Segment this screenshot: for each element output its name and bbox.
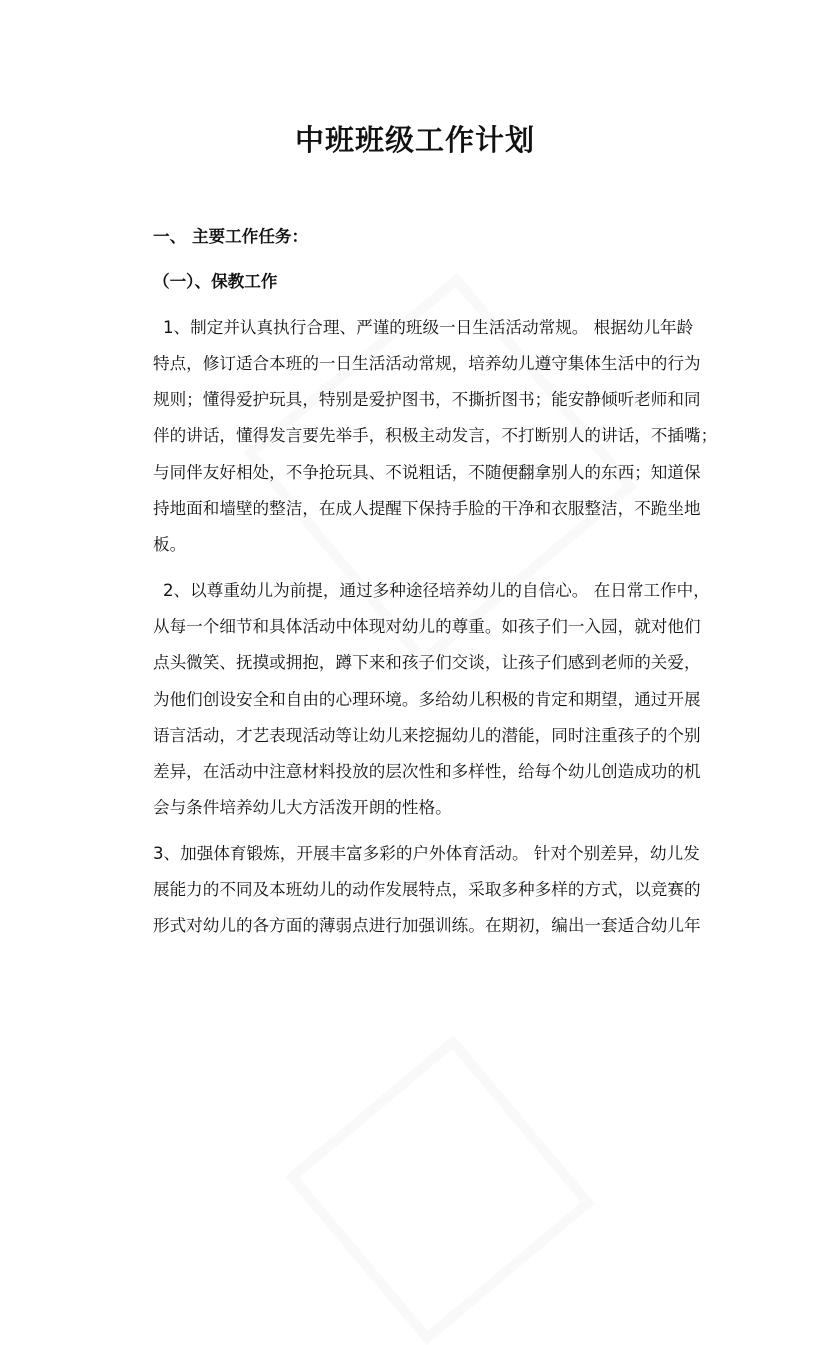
paragraph-3 xyxy=(153,836,713,945)
text-line: 展能力的不同及本班幼儿的动作发展特点，采取多种多样的方式，以竞赛的 xyxy=(153,880,701,900)
text-line: 语言活动，才艺表现活动等让幼儿来挖掘幼儿的潜能，同时注重孩子的个别 xyxy=(153,725,701,745)
text-line: 2、以尊重幼儿为前提，通过多种途径培养幼儿的自信心。 在日常工作中， xyxy=(163,580,710,600)
text-line: 会与条件培养幼儿大方活泼开朗的性格。 xyxy=(153,798,452,818)
text-line: 1、制定并认真执行合理、严谨的班级一日生活活动常规。 根据幼儿年龄 xyxy=(163,317,694,337)
section-heading: 一、 主要工作任务： xyxy=(153,227,309,246)
text-line: 差异，在活动中注意材料投放的层次性和多样性，给每个幼儿创造成功的机 xyxy=(153,762,701,782)
text-line: 特点，修订适合本班的一日生活活动常规，培养幼儿遵守集体生活中的行为 xyxy=(153,353,701,373)
text-line: 3、加强体育锻炼，开展丰富多彩的户外体育活动。 针对个别差异，幼儿发 xyxy=(153,843,700,863)
text-line: 为他们创设安全和自由的心理环境。多给幼儿积极的肯定和期望，通过开展 xyxy=(153,689,701,709)
subsection-heading: （一）、保教工作 xyxy=(153,272,278,292)
text-line: 持地面和墙壁的整洁，在成人提醒下保持手脸的干净和衣服整洁，不跪坐地 xyxy=(153,499,701,519)
text-line: 板。 xyxy=(153,535,187,555)
text-line: 伴的讲话，懂得发言要先举手，积极主动发言，不打断别人的讲话，不插嘴； xyxy=(153,426,718,446)
document-title: 中班班级工作计划 xyxy=(294,123,535,157)
paragraph-1 xyxy=(153,310,718,564)
text-line: 与同伴友好相处，不争抢玩具、不说粗话，不随便翻拿别人的东西；知道保 xyxy=(153,462,701,482)
text-line: 规则；懂得爱护玩具，特别是爱护图书，不撕折图书；能安静倾听老师和同 xyxy=(153,390,701,410)
text-line: 从每一个细节和具体活动中体现对幼儿的尊重。如孩子们一入园，就对他们 xyxy=(153,616,701,636)
paragraph-2 xyxy=(153,573,713,827)
text-line: 形式对幼儿的各方面的薄弱点进行加强训练。在期初，编出一套适合幼儿年 xyxy=(153,916,701,936)
text-line: 点头微笑、抚摸或拥抱，蹲下来和孩子们交谈，让孩子们感到老师的关爱， xyxy=(153,653,701,673)
document-body xyxy=(153,219,718,954)
watermark xyxy=(285,1035,595,1345)
